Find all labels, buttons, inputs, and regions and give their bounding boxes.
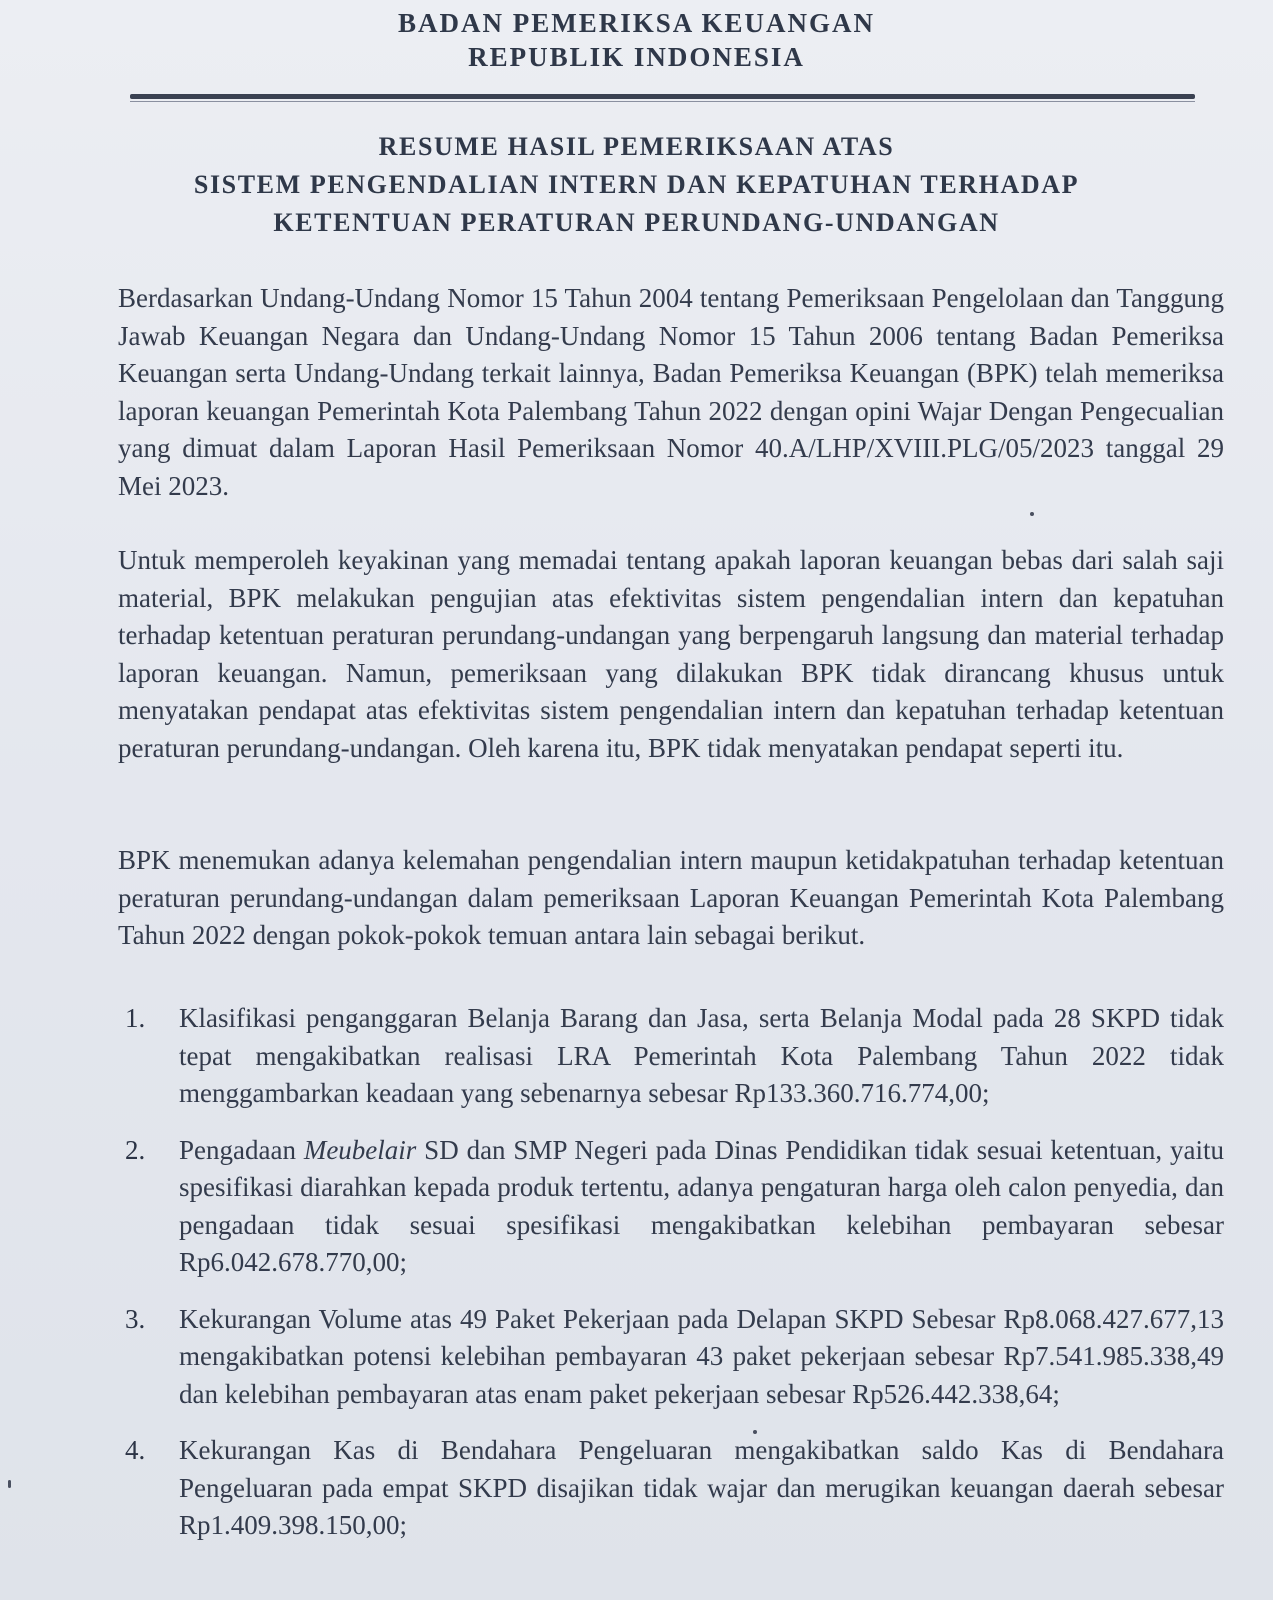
title-line3: KETENTUAN PERATURAN PERUNDANG-UNDANGAN <box>273 208 1000 237</box>
paragraph-assurance: Untuk memperoleh keyakinan yang memadai tentang apakah laporan keuangan bebas dari salah saji material, BPK melakukan pengujian atas efektivitas sistem pengendalian intern dan kepatuhan terhadap ketentuan peraturan perundang-undangan yang berpengaruh langsung dan material terhadap laporan keuangan. Namun, pemeriksaan yang dilakukan BPK tidak dirancang khusus untuk menyatakan pendapat atas efektivitas sistem pengendalian intern dan kepatuhan terhadap ketentuan peraturan perundang-undangan. Oleh karena itu, BPK tidak menyatakan pendapat seperti itu. <box>118 545 1224 763</box>
finding-text-before: Pengadaan <box>179 1134 304 1165</box>
document-title <box>0 128 1273 242</box>
header-divider-thin <box>130 101 1195 102</box>
finding-text: Klasifikasi penganggaran Belanja Barang dan Jasa, serta Belanja Modal pada 28 SKPD tidak tepat mengakibatkan realisasi LRA Pemerintah Kota Palembang Tahun 2022 tidak menggambarkan keadaan yang sebenarnya sebesar Rp133.360.716.774,00; <box>179 1003 1224 1108</box>
paragraph-legal-basis: Berdasarkan Undang-Undang Nomor 15 Tahun 2004 tentang Pemeriksaan Pengelolaan dan Tanggung Jawab Keuangan Negara dan Undang-Undang Nomor 15 Tahun 2006 tentang Badan Pemeriksa Keuangan serta Undang-Undang terkait lainnya, Badan Pemeriksa Keuangan (BPK) telah memeriksa laporan keuangan Pemerintah Kota Palembang Tahun 2022 dengan opini Wajar Dengan Pengecualian yang dimuat dalam Laporan Hasil Pemeriksaan Nomor 40.A/LHP/XVIII.PLG/05/2023 tanggal 29 Mei 2023. <box>118 283 1224 501</box>
finding-item <box>125 1000 1224 1113</box>
header-divider <box>130 94 1195 99</box>
scan-speck <box>8 1480 11 1488</box>
finding-item <box>125 1132 1224 1282</box>
org-name-line1: BADAN PEMERIKSA KEUANGAN <box>397 8 876 38</box>
finding-number: 4. <box>125 1435 146 1465</box>
finding-number: 1. <box>125 1003 146 1033</box>
scan-speck <box>1030 512 1034 516</box>
letterhead <box>0 6 1273 74</box>
finding-text-after: SD dan SMP Negeri pada Dinas Pendidikan tidak sesuai ketentuan, yaitu spesifikasi diarahkan kepada produk tertentu, adanya pengaturan harga oleh calon penyedia, dan pengadaan tidak sesuai spesifikasi mengakibatkan kelebihan pembayaran sebesar Rp6.042.678.770,00; <box>179 1134 1224 1277</box>
finding-text: Kekurangan Volume atas 49 Paket Pekerjaan pada Delapan SKPD Sebesar Rp8.068.427.677,13 mengakibatkan potensi kelebihan pembayaran 43 paket pekerjaan sebesar Rp7.541.985.338,49 dan kelebihan pembayaran atas enam paket pekerjaan sebesar Rp526.442.338,64; <box>179 1303 1224 1409</box>
finding-item <box>125 1301 1224 1414</box>
finding-text: Kekurangan Kas di Bendahara Pengeluaran mengakibatkan saldo Kas di Bendahara Pengeluaran pada empat SKPD disajikan tidak wajar dan merugikan keuangan daerah sebesar Rp1.409.398.150,00; <box>179 1435 1224 1540</box>
finding-item <box>125 1432 1224 1545</box>
finding-text-italic: Meubelair <box>303 1134 417 1165</box>
finding-number: 3. <box>125 1303 146 1334</box>
paragraph-findings-intro: BPK menemukan adanya kelemahan pengendalian intern maupun ketidakpatuhan terhadap ketentuan peraturan perundang-undangan dalam pemeriksaan Laporan Keuangan Pemerintah Kota Palembang Tahun 2022 dengan pokok-pokok temuan antara lain sebagai berikut. <box>118 845 1224 950</box>
org-name-line2: REPUBLIK INDONESIA <box>468 42 805 72</box>
finding-text <box>179 1132 1224 1282</box>
scan-speck <box>753 1430 757 1434</box>
title-line1: RESUME HASIL PEMERIKSAAN ATAS <box>378 132 895 161</box>
findings-list <box>125 1000 1224 1564</box>
title-line2: SISTEM PENGENDALIAN INTERN DAN KEPATUHAN TERHADAP <box>193 170 1080 199</box>
finding-number: 2. <box>125 1134 146 1165</box>
